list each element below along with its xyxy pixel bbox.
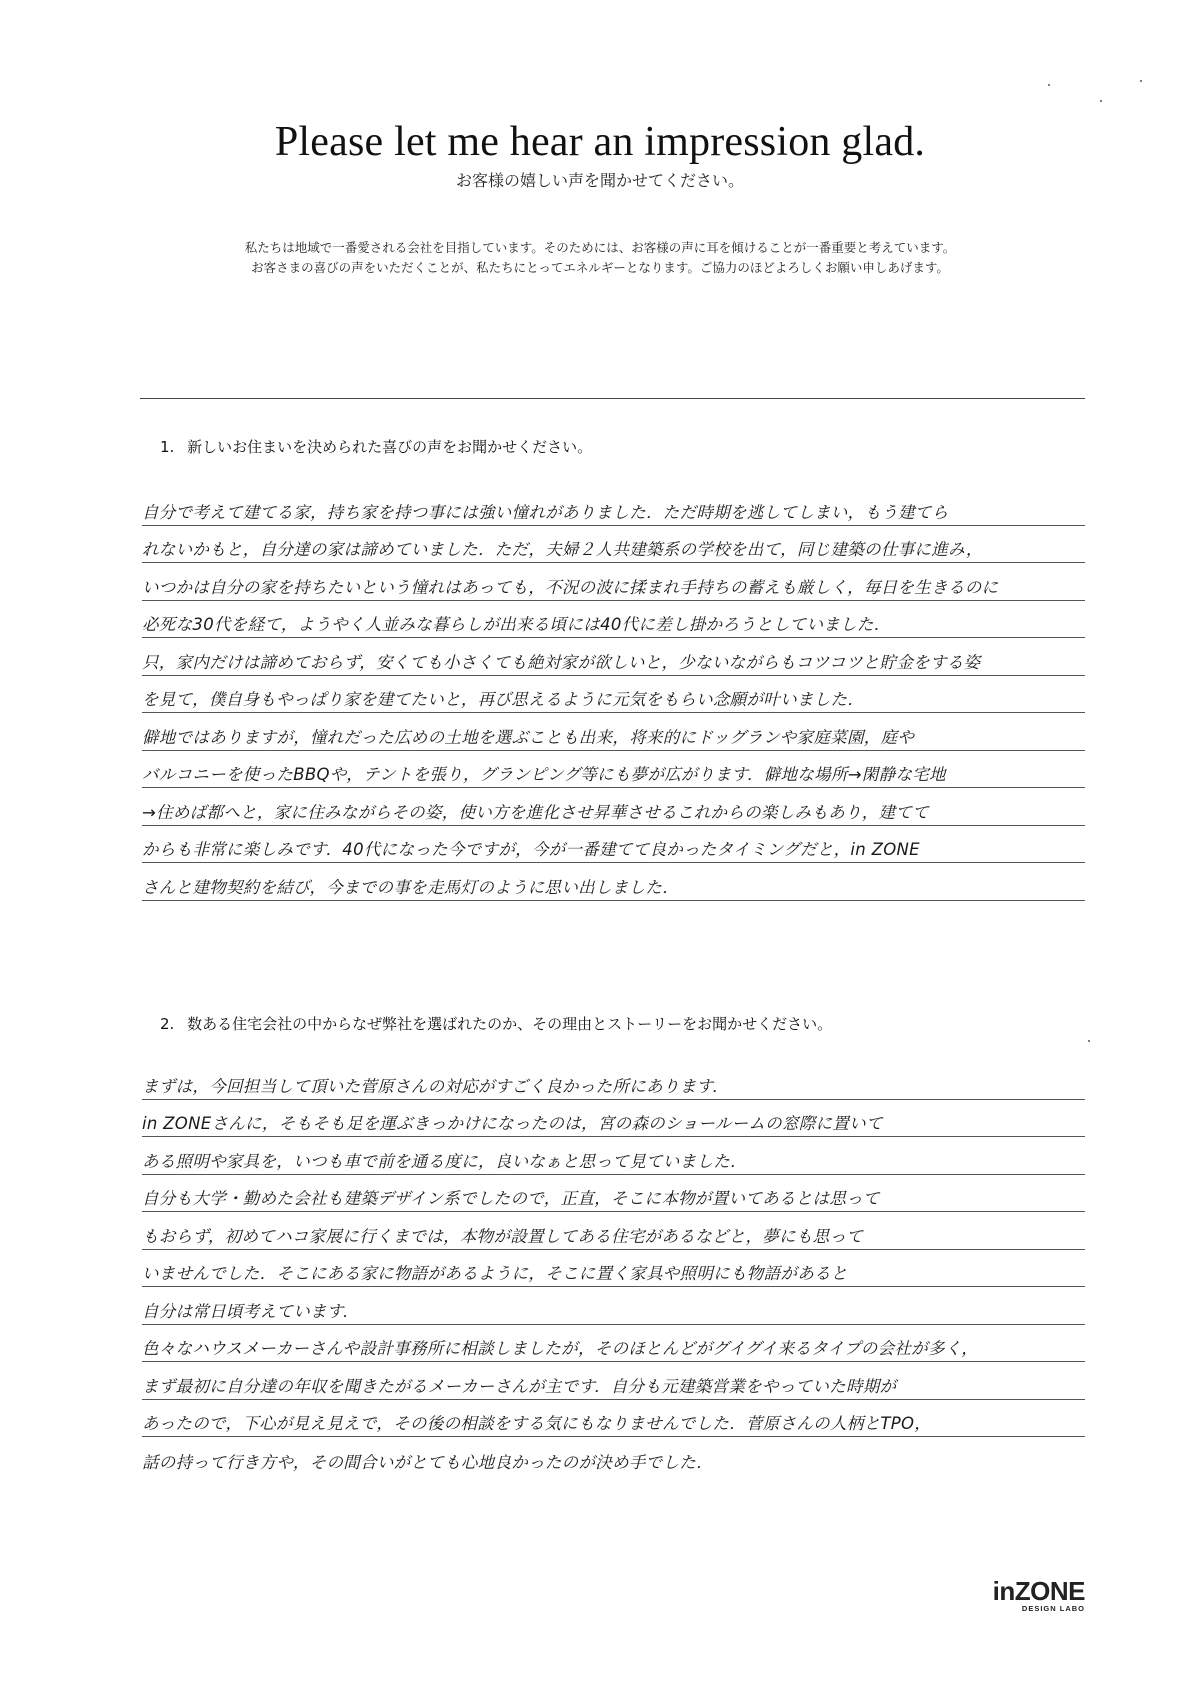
answer-line [142, 526, 1085, 564]
handwritten-text: 僻地ではありますが，憧れだった広めの土地を選ぶことも出来，将来的にドッグランや家庭菜園，庭や [142, 727, 915, 747]
answer-line [142, 1437, 1085, 1475]
handwritten-text: を見て，僕自身もやっぱり家を建てたいと，再び思えるように元気をもらい念願が叶いました． [142, 690, 865, 709]
answer-2 [142, 1062, 1085, 1475]
divider [140, 398, 1085, 399]
answer-line [142, 638, 1085, 676]
handwritten-text: ある照明や家具を，いつも車で前を通る度に，良いなぁと思って見ていました． [142, 1151, 747, 1171]
question-1 [160, 436, 1060, 457]
question-number: 1. [160, 438, 175, 456]
answer-line [142, 788, 1085, 826]
intro-line: 私たちは地域で一番愛される会社を目指しています。そのためには、お客様の声に耳を傾けることが一番重要と考えています。 [244, 240, 956, 255]
question-text: 数ある住宅会社の中からなぜ弊社を選ばれたのか、その理由とストーリーをお聞かせください。 [187, 1015, 833, 1033]
logo-wordmark: inZONE [992, 1576, 1085, 1606]
handwritten-text: バルコニーを使ったBBQや，テントを張り，グランピング等にも夢が広がります．僻地な場所→閑静な宅地 [142, 765, 946, 784]
answer-line [142, 1250, 1085, 1288]
intro-line: お客さまの喜びの声をいただくことが、私たちにとってエネルギーとなります。ご協力のほどよろしくお願い申しあげます。 [251, 260, 949, 275]
answer-line [142, 1100, 1085, 1138]
logo-tagline: DESIGN LABO [1021, 1604, 1085, 1613]
handwritten-text: あったので，下心が見え見えで，その後の相談をする気にもなりませんでした．菅原さんの人柄とTPO， [142, 1414, 932, 1433]
scan-speck [1088, 1040, 1090, 1042]
handwritten-text: 自分は常日頃考えています． [142, 1301, 360, 1321]
scan-speck [1048, 84, 1050, 86]
company-logo [960, 1578, 1085, 1613]
answer-line [142, 1362, 1085, 1400]
answer-line [142, 488, 1085, 526]
answer-line [142, 676, 1085, 714]
answer-line [142, 713, 1085, 751]
answer-line [142, 1137, 1085, 1175]
scan-speck [1100, 100, 1102, 102]
handwritten-text: いませんでした．そこにある家に物語があるように，そこに置く家具や照明にも物語があると [142, 1264, 848, 1283]
answer-1 [142, 488, 1085, 901]
handwritten-text: 話の持って行き方や，その間合いがとても心地良かったのが決め手でした． [142, 1452, 713, 1472]
page-subtitle: お客様の嬉しい声を聞かせてください。 [455, 171, 744, 190]
answer-line [142, 601, 1085, 639]
answer-line [142, 1325, 1085, 1363]
handwritten-text: 自分で考えて建てる家，持ち家を持つ事には強い憧れがありました．ただ時期を逃してしまい，もう建てら [142, 502, 949, 522]
question-number: 2. [160, 1015, 175, 1033]
answer-line [142, 1175, 1085, 1213]
answer-line [142, 863, 1085, 901]
page-title: Please let me hear an impression glad. [274, 119, 926, 165]
handwritten-text: もおらず，初めてハコ家展に行くまでは，本物が設置してある住宅があるなどと，夢にも思って [142, 1226, 864, 1246]
answer-line [142, 1287, 1085, 1325]
handwritten-text: 自分も大学・勤めた会社も建築デザイン系でしたので，正直，そこに本物が置いてあるとは思って [142, 1189, 880, 1208]
handwritten-text: まずは，今回担当して頂いた菅原さんの対応がすごく良かった所にあります． [142, 1076, 729, 1096]
question-2 [160, 1013, 1060, 1034]
scan-speck [1140, 80, 1142, 82]
handwritten-text: まず最初に自分達の年収を聞きたがるメーカーさんが主です．自分も元建築営業をやっていた時期が [142, 1376, 897, 1396]
handwritten-text: →住めば都へと，家に住みながらその姿，使い方を進化させ昇華させるこれからの楽しみもあり，建てて [142, 802, 929, 822]
handwritten-text: 只，家内だけは諦めておらず，安くても小さくても絶対家が欲しいと，少ないながらもコツコツと貯金をする姿 [142, 652, 981, 672]
handwritten-text: 色々なハウスメーカーさんや設計事務所に相談しましたが，そのほとんどがグイグイ来るタイプの会社が多く， [142, 1339, 979, 1358]
answer-line [142, 1062, 1085, 1100]
answer-line [142, 826, 1085, 864]
intro-text [120, 238, 1080, 278]
handwritten-text: さんと建物契約を結び，今までの事を走馬灯のように思い出しました． [142, 877, 679, 897]
handwritten-text: 必死な30代を経て，ようやく人並みな暮らしが出来る頃には40代に差し掛かろうとしていました． [142, 615, 891, 634]
handwritten-text: れないかもと，自分達の家は諦めていました．ただ，夫婦２人共建築系の学校を出て，同じ建築の仕事に進み， [142, 540, 983, 559]
handwritten-text: からも非常に楽しみです．40代になった今ですが，今が一番建てて良かったタイミングだと，in ZONE [142, 840, 920, 859]
question-text: 新しいお住まいを決められた喜びの声をお聞かせください。 [187, 438, 593, 456]
handwritten-text: in ZONEさんに，そもそも足を運ぶきっかけになったのは，宮の森のショールームの窓際に置いて [142, 1114, 883, 1133]
handwritten-text: いつかは自分の家を持ちたいという憧れはあっても，不況の波に揉まれ手持ちの蓄えも厳しく，毎日を生きるのに [142, 577, 999, 597]
answer-line [142, 1400, 1085, 1438]
answer-line [142, 751, 1085, 789]
answer-line [142, 1212, 1085, 1250]
answer-line [142, 563, 1085, 601]
